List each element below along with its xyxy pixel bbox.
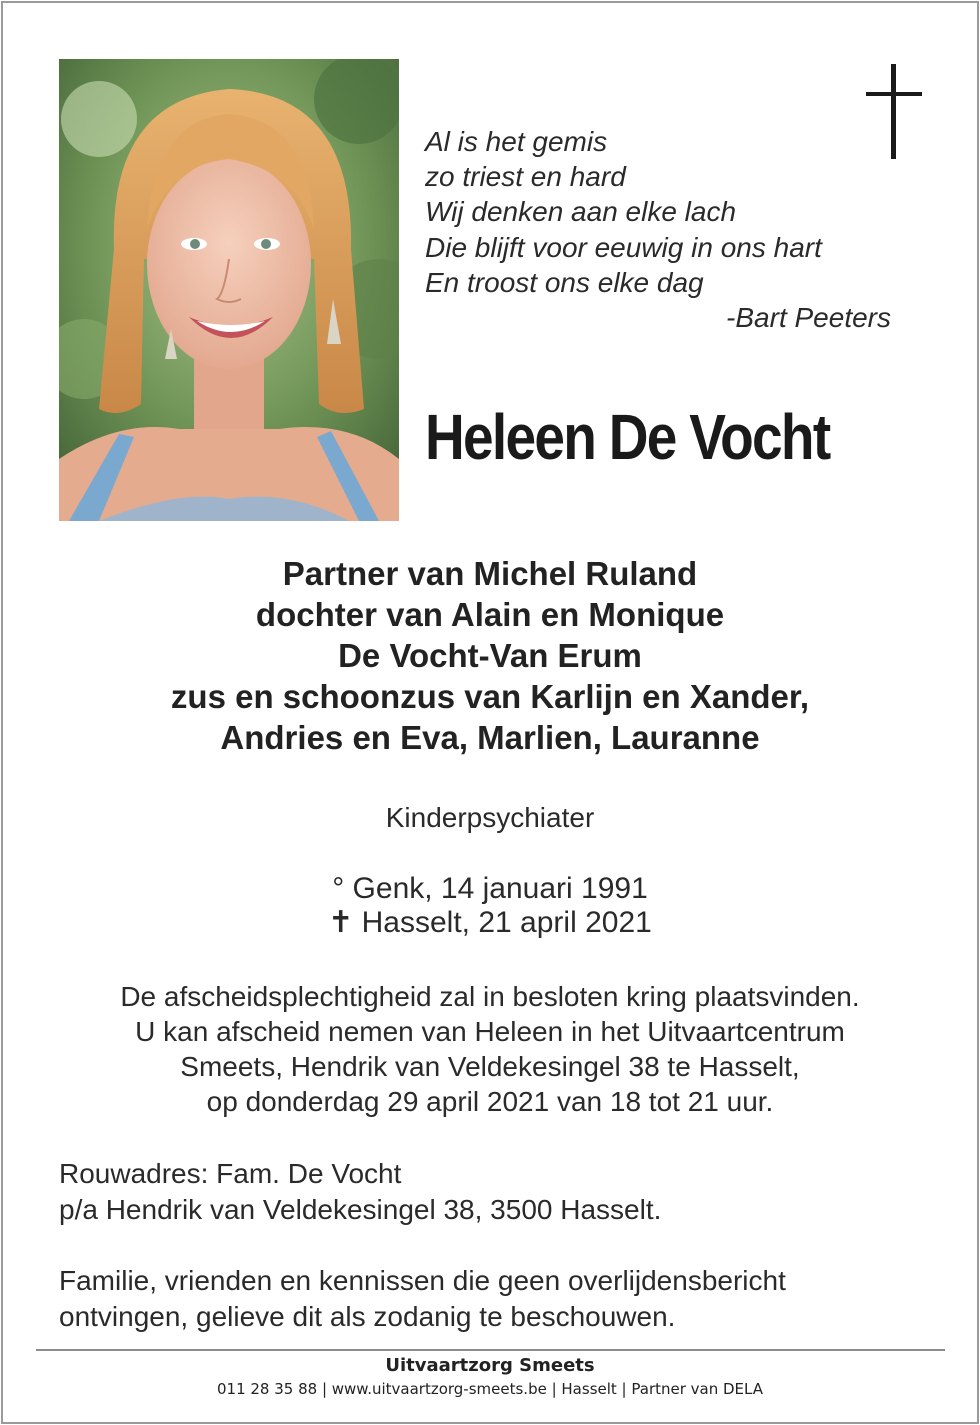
death-date: ✝ Hasselt, 21 april 2021 [328, 906, 652, 939]
ceremony-line: Smeets, Hendrik van Veldekesingel 38 te Hasselt, [180, 1051, 800, 1082]
mourning-address [59, 1156, 939, 1228]
notice-text [59, 1263, 939, 1335]
footer-divider [36, 1349, 945, 1351]
relation-line: Andries en Eva, Marlien, Lauranne [220, 719, 760, 756]
notice-line: Familie, vrienden en kennissen die geen overlijdensbericht [59, 1265, 786, 1296]
funeral-company-name: Uitvaartzorg Smeets [385, 1355, 595, 1376]
poem-line: Die blijft voor eeuwig in ons hart [425, 231, 822, 263]
portrait-photo [59, 59, 399, 521]
ceremony-line: De afscheidsplechtigheid zal in besloten kring plaatsvinden. [120, 981, 860, 1012]
life-dates [0, 872, 980, 940]
relation-line: De Vocht-Van Erum [338, 637, 642, 674]
poem-line: Wij denken aan elke lach [425, 196, 737, 228]
ceremony-info [0, 979, 980, 1119]
poem-line: En troost ons elke dag [425, 266, 704, 298]
funeral-company-info: 011 28 35 88 | www.uitvaartzorg-smeets.be | Hasselt | Partner van DELA [216, 1380, 763, 1398]
ceremony-line: U kan afscheid nemen van Heleen in het Uitvaartcentrum [135, 1016, 845, 1047]
poem-author: -Bart Peeters [726, 302, 891, 334]
relation-line: dochter van Alain en Monique [255, 596, 725, 633]
relations-block [0, 553, 980, 758]
relation-line: zus en schoonzus van Karlijn en Xander, [170, 678, 810, 715]
deceased-name: Heleen De Vocht [425, 401, 830, 473]
relation-line: Partner van Michel Ruland [282, 555, 698, 592]
poem [425, 124, 895, 335]
ceremony-line: op donderdag 29 april 2021 van 18 tot 21 uur. [206, 1086, 774, 1117]
address-line: Rouwadres: Fam. De Vocht [59, 1158, 402, 1189]
notice-line: ontvingen, gelieve dit als zodanig te beschouwen. [59, 1301, 676, 1332]
profession: Kinderpsychiater [385, 802, 595, 833]
address-line: p/a Hendrik van Veldekesingel 38, 3500 Hasselt. [59, 1194, 662, 1225]
poem-line: zo triest en hard [425, 161, 626, 193]
poem-line: Al is het gemis [425, 126, 608, 157]
birth-date: ° Genk, 14 januari 1991 [332, 872, 648, 905]
